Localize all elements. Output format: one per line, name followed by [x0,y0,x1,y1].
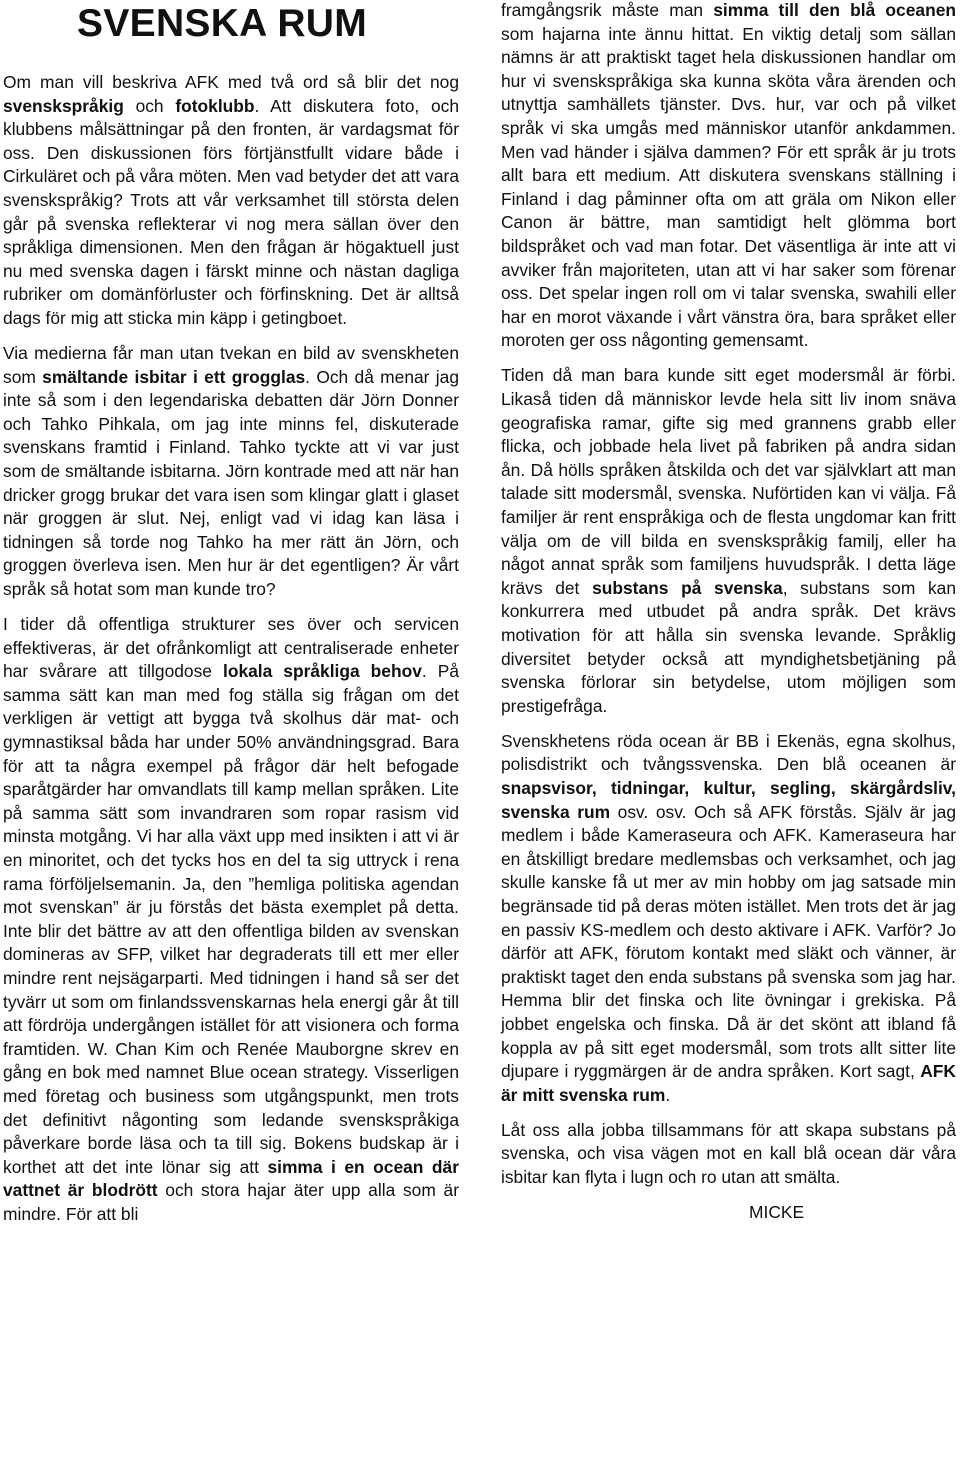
paragraph-blue-ocean [501,730,956,1108]
text-run: Om man vill beskriva AFK med två ord så blir det nog [3,72,459,92]
paragraph-grog-glass [3,342,459,602]
author-signature: MICKE [749,1202,805,1223]
text-run: Låt oss alla jobba tillsammans för att skapa substans på svenska, och visa vägen mot en kall blå ocean där våra isbitar kan flyta i lugn och ro utan att smälta. [501,1119,956,1187]
text-run: , substans som kan konkurrera med utbudet på andra språk. Det krävs motivation för att hålla sin svenska levande. Språklig diversitet betyder också att myndighetsbetjäning på svenska förlorar sin betydelse, utom möjligen som prestigefråga. [501,577,957,716]
bold-phrase: svenskspråkig [3,95,124,116]
bold-phrase: AFK är mitt svenska rum [501,1061,956,1105]
bold-phrase: substans på svenska [592,577,783,598]
text-run: framgångsrik måste man [501,0,714,20]
text-run: . Och då menar jag inte så som i den legendariska debatten där Jörn Donner och Tahko Pihkala, om jag inte minns fel, diskuterade svenskans framtid i Finland. Tahko tyckte att vi var just som de smältande isbitarna. Jörn kontrade med att när han dricker grogg brukar det vara isen som klingar glatt i glaset när groggen är slut. Nej, enligt vad vi idag kan läsa i tidningen så torde nog Tahko ha mer rätt än Jörn, och groggen överleva isen. Men hur är det egentligen? Är vårt språk så hotat som man kunde tro? [3,366,459,599]
article-title: SVENSKA RUM [77,2,368,45]
bold-phrase: snapsvisor, tidningar, kultur, segling, skärgårdsliv, svenska rum [501,778,956,822]
right-column [501,0,956,1225]
text-run: Via medierna får man utan tvekan en bild av svenskheten som [3,343,459,387]
bold-phrase: lokala språkliga behov [222,661,422,682]
left-column [3,0,459,1238]
paragraph-mother-tongue [501,364,956,718]
text-run: som hajarna inte ännu hittat. En viktig detalj som sällan nämns är att praktiskt taget hela diskussionen handlar om hur vi svenskspråkiga ska kunna sköta våra ärenden och utnyttja samhällets tjänster. Dvs. hur, var och på vilket språk vi ska umgås med människor utanför ankdammen. Men vad händer i själva dammen? För ett språk är ju trots allt bara ett medium. Att diskutera svenskans ställning i Finland i dag påminner ofta om att gräla om Nikon eller Canon är bättre, man samtidigt helt glömma bort bildspråket och vad man fotar. Det väsentliga är inte att vi avviker från majoriteten, utan att vi har saker som förenar oss. Det spelar ingen roll om vi talar svenska, swahili eller har en morot växande i vårt vänstra öra, bara språket eller moroten ger oss någonting gemensamt. [501,23,956,351]
text-run: osv. osv. Och så AFK förstås. Själv är jag medlem i både Kameraseura och AFK. Kameraseura har en åtskilligt bredare medlemsbas och verksamhet, och jag skulle kanske få ut mer av min hobby om jag satsade min begränsade tid på deras möten istället. Men trots det är jag en passiv KS-medlem och desto aktivare i AFK. Varför? Jo därför att AFK, förutom kontakt med släkt och vänner, är praktiskt taget den enda substans på svenska som jag har. Hemma blir det finska och lite övningar i grekiska. På jobbet engelska och finska. Då är det skönt att ibland få koppla av på sitt eget modersmål, som trots allt sitter lite djupare i ryggmärgen är de andra språken. Kort sagt, [501,801,956,1082]
bold-phrase: smältande isbitar i ett grogglas [42,366,306,387]
text-run: och stora hajar äter upp alla som är mindre. För att bli [3,1180,459,1224]
bold-phrase: simma till den blå oceanen [713,0,956,20]
text-run: Svenskhetens röda ocean är BB i Ekenäs, egna skolhus, polisdistrikt och tvångssvenska. Den blå oceanen är [501,730,956,775]
text-run: . [665,1084,671,1105]
text-run: I tider då offentliga strukturer ses över och servicen effektiveras, är det ofrånkomligt att centraliserade enheter har svårare att tillgodose [3,614,459,682]
text-run: . På samma sätt kan man med fog ställa sig frågan om det verkligen är vettigt att bygga två skolhus där mat- och gymnastiksal båda har under 50% användningsgrad. Bara för att ta några exempel på frågor där helt befogade sparåtgärder har omvandlats till kamp mellan språken. Lite på samma sätt som invandraren som ropar rasism vid minsta motgång. Vi har alla växt upp med insikten i att vi är en minoritet, och det tycks hos en del ta sig uttryck i rena rama förföljelsemanin. Ja, den ”hemliga politiska agendan mot svenskan” är ju förstås det bästa exemplet på detta. Inte blir det bättre av att den offentliga bilden av svenskan domineras av SFP, vilket har degraderats till ett mer eller mindre rent nejsägarparti. Med tidningen i hand så ser det tyvärr ut som om finlandssvenskarnas hela energi går åt till att fördröja undergången istället för att visionera och forma framtiden. W. Chan Kim och Renée Mauborgne skrev en gång en bok med namnet Blue ocean strategy. Visserligen med företag och business som utgångspunkt, men trots det definitivt någonting som ledande svenskspråkiga påverkare borde läsa och ta till sig. Bokens budskap är i korthet att det inte lönar sig att [3,661,460,1177]
paragraph-public-structures-continued [501,0,956,353]
bold-phrase: simma i en ocean där vattnet är blodrött [3,1156,459,1201]
paragraph-closing [501,1119,956,1190]
paragraph-intro [3,71,459,331]
bold-phrase: fotoklubb [175,95,255,116]
text-run: . Att diskutera foto, och klubbens målsättningar på den fronten, är vardagsmat för oss. Den diskussionen förs förtjänstfullt vidare både i Cirkuläret och på våra möten. Men vad betyder det att vara svenskspråkig? Trots att vår verksamhet till största delen går på svenska reflekterar vi nog mera sällan över den språkliga dimensionen. Men den frågan är högaktuell just nu med svenska dagen i färskt minne och nästan dagliga rubriker om domänförluster och förfinskning. Det är alltså dags för mig att sticka min käpp i getingboet. [3,95,459,328]
text-run: och [123,95,176,116]
paragraph-public-structures [3,613,459,1226]
text-run: Tiden då man bara kunde sitt eget modersmål är förbi. Likaså tiden då människor levde hela sitt liv inom snäva geografiska ramar, gifte sig med grannens grabb eller flicka, och jobbade hela livet på fabriken på andra sidan ån. Då hölls språken åtskilda och det var självklart att man talade sitt modersmål, svenska. Nuförtiden kan vi välja. Få familjer är rent enspråkiga och de flesta ungdomar kan fritt välja om de vill bilda en svenskspråkig familj, eller ha något annat språk som familjens huvudspråk. I detta läge krävs det [501,365,956,598]
